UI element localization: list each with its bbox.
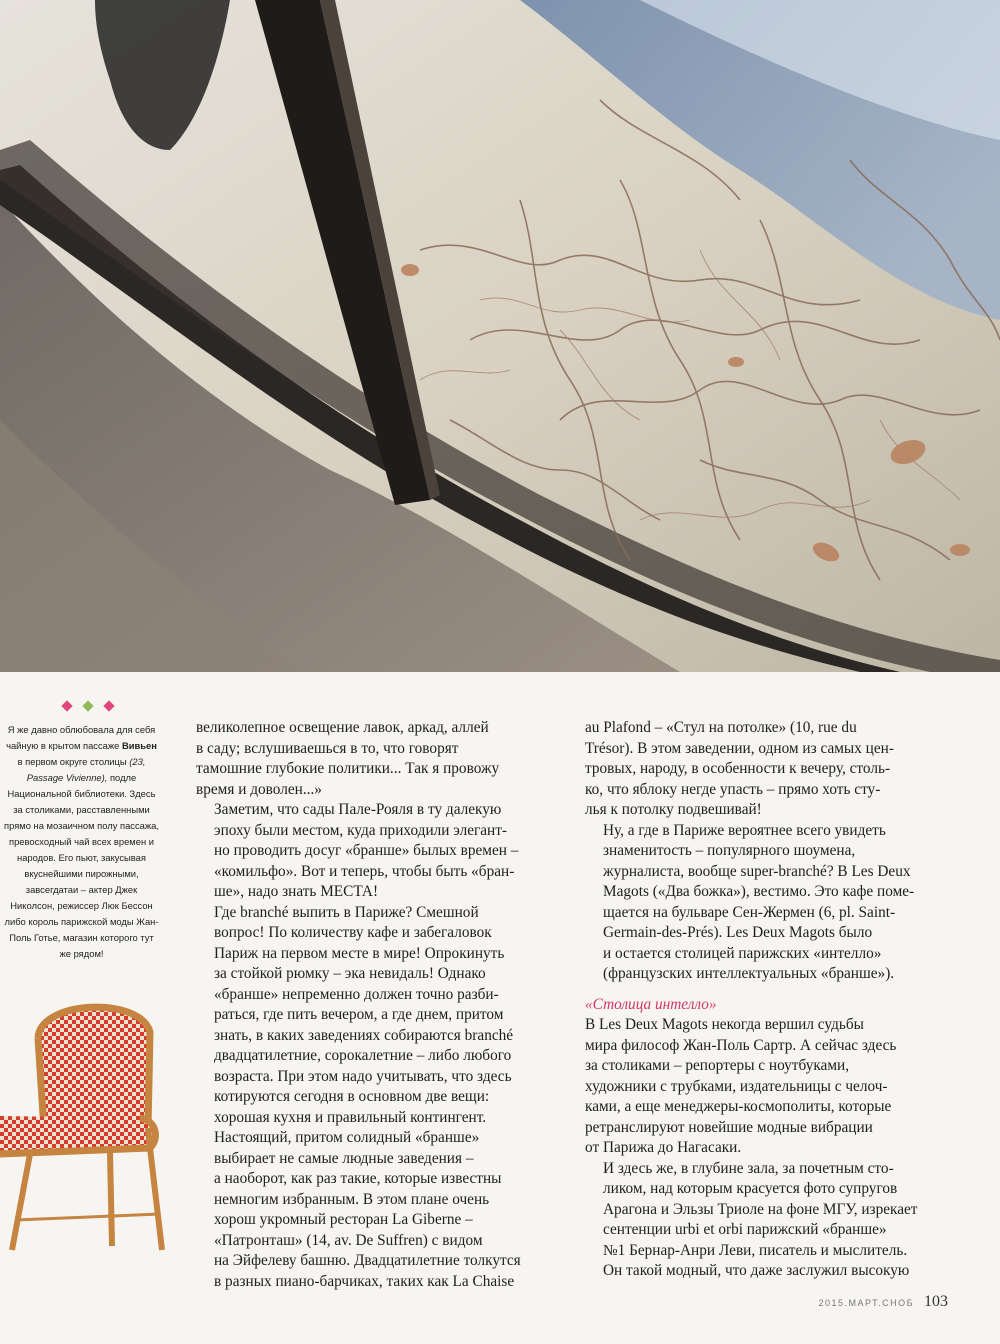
page-number: 103 [924,1293,948,1310]
sidebar-place-name: Вивьен [121,740,157,751]
page-footer [818,1293,948,1315]
sidebar-note: Я же давно облюбовала для себя чайную в крытом пассаже Вивьен в первом округе столицы (23, Passage Vivienne), подле Национальной библиотеки. Здесь за столиками, расставленными прямо на мозаичном полу пассажа, превосходный чай всех времен и народов. Его пьют, закусывая вкуснейшими пирожными, завсегдатаи – актер Джек Николсон, режиссер Люк Бессон либо король парижской моды Жан-Поль Готье, магазин которого тут же рядом! [4,724,159,959]
decorative-diamonds-icon [60,699,120,713]
sidebar-address: (23, Passage Vivienne), [26,756,146,783]
magazine-issue-label: 2015.МАРТ.СНОБ [818,1298,914,1308]
article-column-2: au Plafond – «Стул на потолке» (10, rue du Trésor). В этом заведении, одном из самых цен- тровых, народу, в особенности к вечеру, столь- ко, что яблоку негде упасть – прямо хоть сту- лья к потолку подвешивай! Ну, а где в Париже вероятнее всего увидеть знаменитость – популярного шоумена, журналиста, вообще super-branché? В Les Deux Magots («Два божка»), вестимо. Это кафе поме- щается на бульваре Сен-Жермен (6, pl. Saint- Germain-des-Prés). Les Deux Magots было и остается столицей парижских «интелло» (французских интеллектуальных «бранше»). «Столица интелло» В Les Deux Magots некогда вершил судьбы мира философ Жан-Поль Сартр. А сейчас здесь за столиками – репортеры с ноутбуками, художники с трубками, издательницы с челоч- ками, а еще менеджеры-космополиты, которые ретранслируют новейшие модные вибрации от Парижа до Нагасаки. И здесь же, в глубине зала, за почетным сто- ликом, над которым красуется фото супругов Арагона и Эльзы Триоле на фоне МГУ, изрекает сентенции urbi et orbi парижский «бранше» №1 Бернар-Анри Леви, писатель и мыслитель. Он такой модный, что даже заслужил высокую [585,718,950,1282]
article-column-1: великолепное освещение лавок, аркад, аллей в саду; вслушиваешься в то, что говорят тамошние глубокие политики... Так я провожу время и доволен...» Заметим, что сады Пале-Рояля в ту далекую эпоху были местом, куда приходили элегант- но проводить досуг «бранше» былых времен – «комильфо». Вот и теперь, чтобы быть «бран- ше», надо знать МЕСТА! Где branché выпить в Париже? Смешной вопрос! По количеству кафе и забегаловок Париж на первом месте в мире! Опрокинуть за стойкой рюмку – эка невидаль! Однако «бранше» непременно должен точно разби- раться, где пить вечером, а где днем, притом знать, в каких заведениях собираются branché двадцатилетние, сорокалетние – либо любого возраста. При этом надо учитывать, что здесь котируются сегодня в основном две вещи: хорошая кухня и правильный контингент. Настоящий, притом солидный «бранше» выбирает не самые людные заведения – а наоборот, как раз такие, которые известны немногим избранным. В этом плане очень хорош укромный ресторан La Giberne – «Патронташ» (14, av. De Suffren) с видом на Эйфелеву башню. Двадцатилетние толкутся в разных пиано-барчиках, таких как La Chaise [196,719,521,1290]
section-subheading: «Столица интелло» [585,995,717,1013]
bistro-chair-icon [0,988,170,1260]
